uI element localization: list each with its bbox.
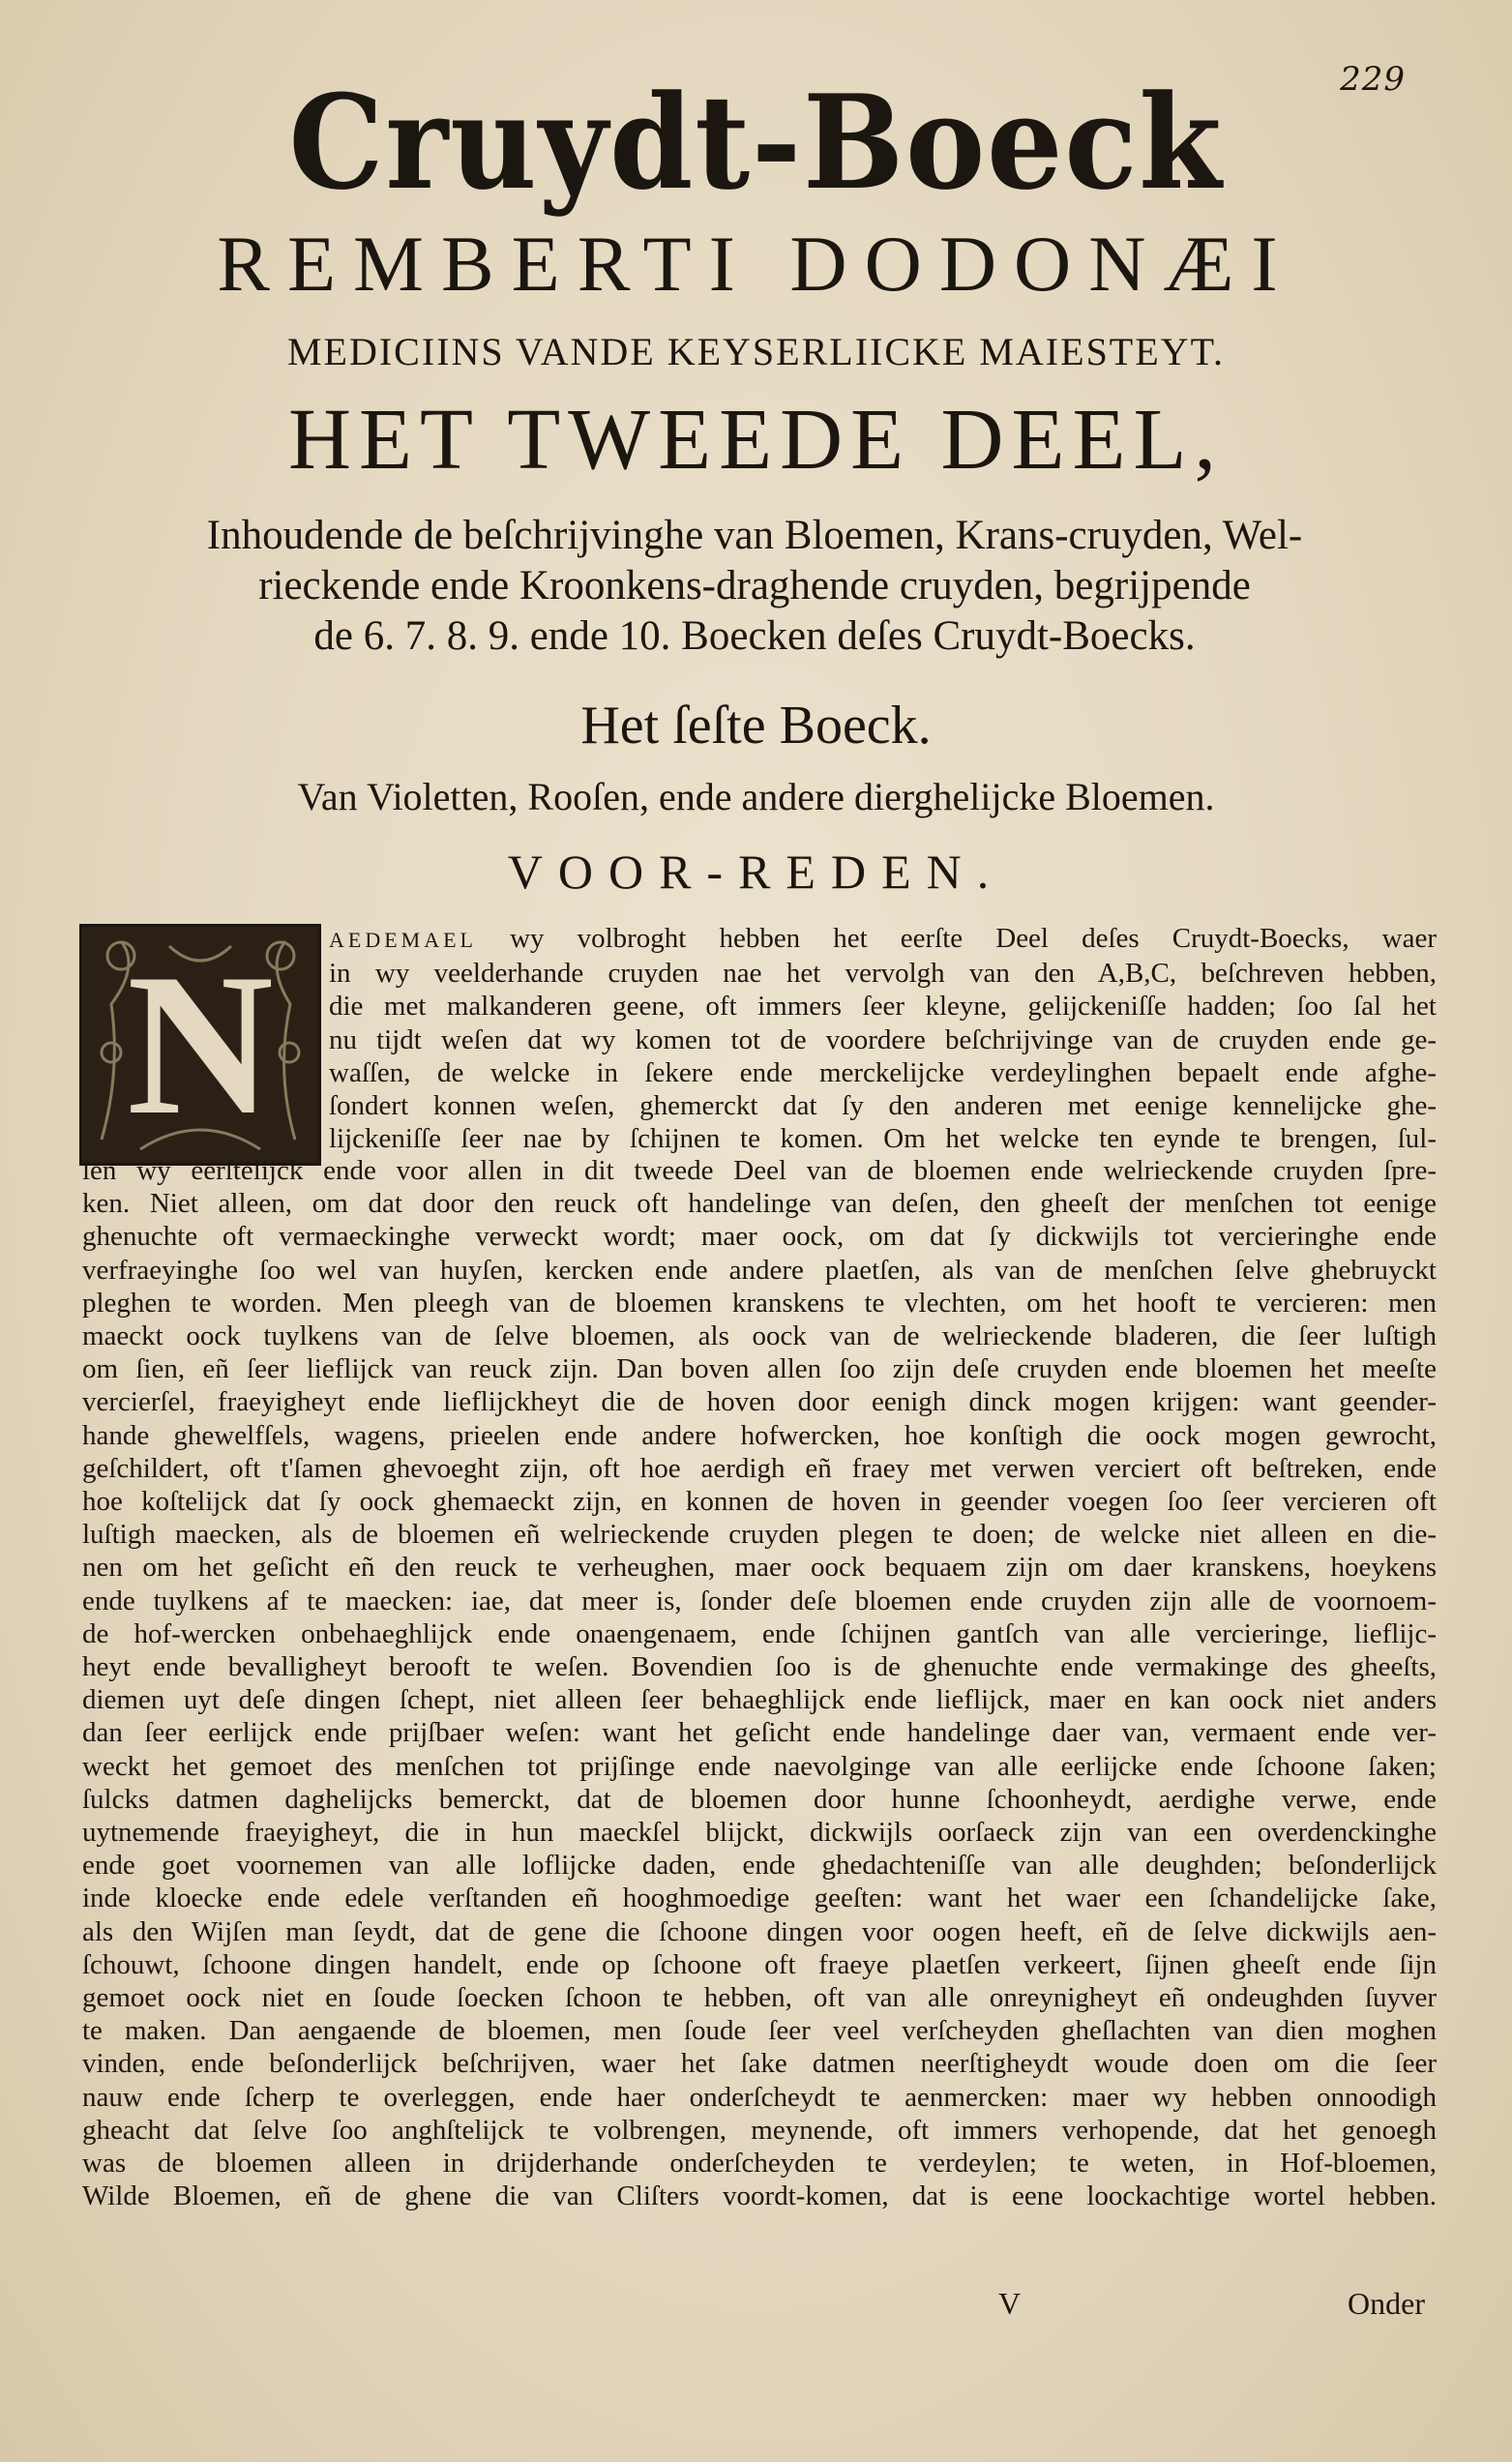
text-line: luſtigh maecken, als de bloemen eñ welrieckende cruyden plegen te doen; de welcke niet alleen en die-	[82, 1519, 1437, 1551]
text-line: ſchouwt, ſchoone dingen handelt, ende op ſchoone oft fraeye plaetſen verkeert, ſijnen gheeſt ende ſijn	[82, 1948, 1437, 1980]
text-line: len wy eerſtelijck ende voor allen in dit tweede Deel van de bloemen ende welrieckende cruyden ſpre-	[82, 1155, 1437, 1186]
preface-heading: VOOR-REDEN.	[507, 845, 1005, 899]
text-line: waſſen, de welcke in ſekere ende merckelijcke verdeylinghen bepaelt ende afghe-	[329, 1056, 1437, 1088]
text-line: ghenuchte oft vermaeckinghe verweckt wordt; maer oock, om dat ſy dickwijls tot vercieringhe ende	[82, 1221, 1437, 1253]
text-line: ende goet voornemen van alle loflijcke daden, ende ghedachteniſſe van alle deughden; beſonderlijck	[82, 1850, 1437, 1882]
text-line: heyt ende bevalligheyt berooft te weſen. Bovendien ſoo is de ghenuchte ende vermakinge des gheeſts,	[82, 1651, 1437, 1683]
text-line: hande ghewelfſels, wagens, prieelen ende andere hofwercken, hoe konſtigh die oock mogen gewrocht,	[82, 1419, 1437, 1451]
text-line: uytnemende fraeyigheyt, die in hun maeckſel blijckt, dickwijls oorſaeck zijn van een overdenckinghe	[82, 1817, 1437, 1849]
text-line: nu tijdt weſen dat wy komen tot de voordere beſchrijvinge van de cruyden ende ge-	[329, 1023, 1437, 1055]
author-name: REMBERTI DODONÆI	[217, 220, 1295, 308]
text-line: vinden, ende beſonderlijck beſchrijven, waer het ſake datmen neerſtigheydt woude doen om die ſeer	[82, 2048, 1437, 2080]
page-number: 229	[1340, 60, 1406, 99]
text-line: ende tuylkens af te maecken: iae, dat meer is, ſonder deſe bloemen ende cruyden zijn alle de voornoem-	[82, 1585, 1437, 1617]
text-line: verfraeyinghe ſoo wel van huyſen, kercken ende andere plaetſen, als van de menſchen ſelve ghebruyckt	[82, 1254, 1437, 1286]
small-caps-lead: AEDEMAEL	[329, 928, 477, 952]
opening-paragraph	[329, 922, 1437, 1155]
text-line: ken. Niet alleen, om dat door den reuck oft handelinge van deſen, den gheeſt der menſchen tot eenige	[82, 1188, 1437, 1220]
text-line: gemoet oock niet en ſoude ſoecken ſchoon te hebben, oft van alle onreynigheyt eñ ondeughden ſuyver	[82, 1982, 1437, 2014]
text-line: dan ſeer eerlijck ende prijſbaer weſen: want het geſicht ende handelinge daer van, vermaent ende ver-	[82, 1717, 1437, 1749]
book-title: Cruydt-Boeck	[288, 66, 1224, 219]
body-paragraph	[82, 1154, 1437, 2213]
book-subheading: Van Violetten, Rooſen, ende andere dierghelijcke Bloemen.	[297, 775, 1215, 818]
text-line: maeckt oock tuylkens van de ſelve bloemen, als oock van de welrieckende bladeren, die ſeer luſtigh	[82, 1320, 1437, 1352]
catchword: Onder	[1348, 2286, 1425, 2321]
text-line: geſchildert, oft t'ſamen ghevoeght zijn, oft hoe aerdigh eñ fraey met verwen verciert oft beſtreken, ende	[82, 1452, 1437, 1484]
text-line: ſulcks datmen daghelijcks bemerckt, dat de bloemen door hunne ſchoonheydt, aerdighe verwe, ende	[82, 1783, 1437, 1815]
text-line: om ſien, eñ ſeer lieflijck van reuck zijn. Dan boven allen ſoo zijn deſe cruyden ende bloemen het meeſte	[82, 1353, 1437, 1385]
dropcap-letter: N	[127, 932, 274, 1157]
text-line: die met malkanderen geene, oft immers ſeer kleyne, gelijckeniſſe hadden; ſoo ſal het	[329, 991, 1437, 1023]
text-line: diemen uyt deſe dingen ſchept, niet alleen ſeer behaeghlijck ende lieflijck, maer en kan oock niet anders	[82, 1684, 1437, 1716]
text-line: pleghen te worden. Men pleegh van de bloemen kranskens te vlechten, om het hooft te vercieren: men	[82, 1287, 1437, 1319]
text-line: hoe koſtelijck dat ſy oock ghemaeckt zijn, en konnen de hoven in geender voegen ſoo ſeer vercieren oft	[82, 1486, 1437, 1518]
contents-line: Inhoudende de beſchrijvinghe van Bloemen, Krans-cruyden, Wel-	[206, 513, 1303, 558]
text-line: AEDEMAEL wy volbroght hebben het eerſte Deel deſes Cruydt-Boecks, waer	[329, 923, 1437, 954]
text-line: weckt het gemoet des menſchen tot prijſinge ende naevolginge van alle eerlijcke ende ſchoone ſaken;	[82, 1750, 1437, 1782]
text-line: in wy veelderhande cruyden nae het vervolgh van den A,B,C, beſchreven hebben,	[329, 958, 1437, 990]
signature-mark: V	[998, 2286, 1022, 2321]
contents-description	[77, 511, 1432, 662]
text-line: inde kloecke ende edele verſtanden eñ hooghmoedige geeſten: want het waer een ſchandelijcke ſake,	[82, 1883, 1437, 1914]
decorated-initial	[79, 924, 321, 1166]
part-title: HET TWEEDE DEEL,	[288, 392, 1224, 488]
book-heading: Het ſeſte Boeck.	[580, 696, 932, 756]
text-line: lijckeniſſe ſeer nae by ſchijnen te komen. Om het welcke ten eynde te brengen, ſul-	[329, 1123, 1437, 1155]
text-line: de hof-wercken onbehaeghlijck ende onaengenaem, ende ſchijnen gantſch van alle vercieringe, lieflijc-	[82, 1617, 1437, 1649]
contents-line: de 6. 7. 8. 9. ende 10. Boecken deſes Cruydt-Boecks.	[313, 613, 1196, 659]
text-line: ſondert konnen weſen, ghemerckt dat ſy den anderen met eenige kennelijcke ghe-	[329, 1090, 1437, 1122]
text-line: gheacht dat ſelve ſoo anghſtelijck te volbrengen, meynende, oft immers verhopende, dat het genoegh	[82, 2114, 1437, 2146]
text-line: Wilde Bloemen, eñ de ghene die van Cliſters voordt-komen, dat is eene loockachtige wortel hebben.	[82, 2180, 1437, 2212]
text-line: vercierſel, fraeyigheyt ende lieflijckheyt die de hoven door eenigh dinck mogen krijgen: want geender-	[82, 1386, 1437, 1418]
text-line: nen om het geſicht eñ den reuck te verheughen, maer oock bequaem zijn om daer kranskens, hoeykens	[82, 1552, 1437, 1584]
text-line: te maken. Dan aengaende de bloemen, men ſoude ſeer veel verſcheyden gheſlachten van dien moghen	[82, 2015, 1437, 2047]
text-line: nauw ende ſcherp te overleggen, ende haer onderſcheydt te aenmercken: maer wy hebben onnoodigh	[82, 2081, 1437, 2113]
text-line: als den Wijſen man ſeydt, dat de gene die ſchoone dingen voor oogen heeft, eñ de ſelve dickwijls aen-	[82, 1915, 1437, 1947]
author-subtitle: MEDICIINS VANDE KEYSERLIICKE MAIESTEYT.	[286, 330, 1226, 373]
contents-line: rieckende ende Kroonkens-draghende cruyden, begrijpende	[258, 563, 1251, 608]
text-line: was de bloemen alleen in drijderhande onderſcheyden te verdeylen; te weten, in Hof-bloemen,	[82, 2148, 1437, 2180]
